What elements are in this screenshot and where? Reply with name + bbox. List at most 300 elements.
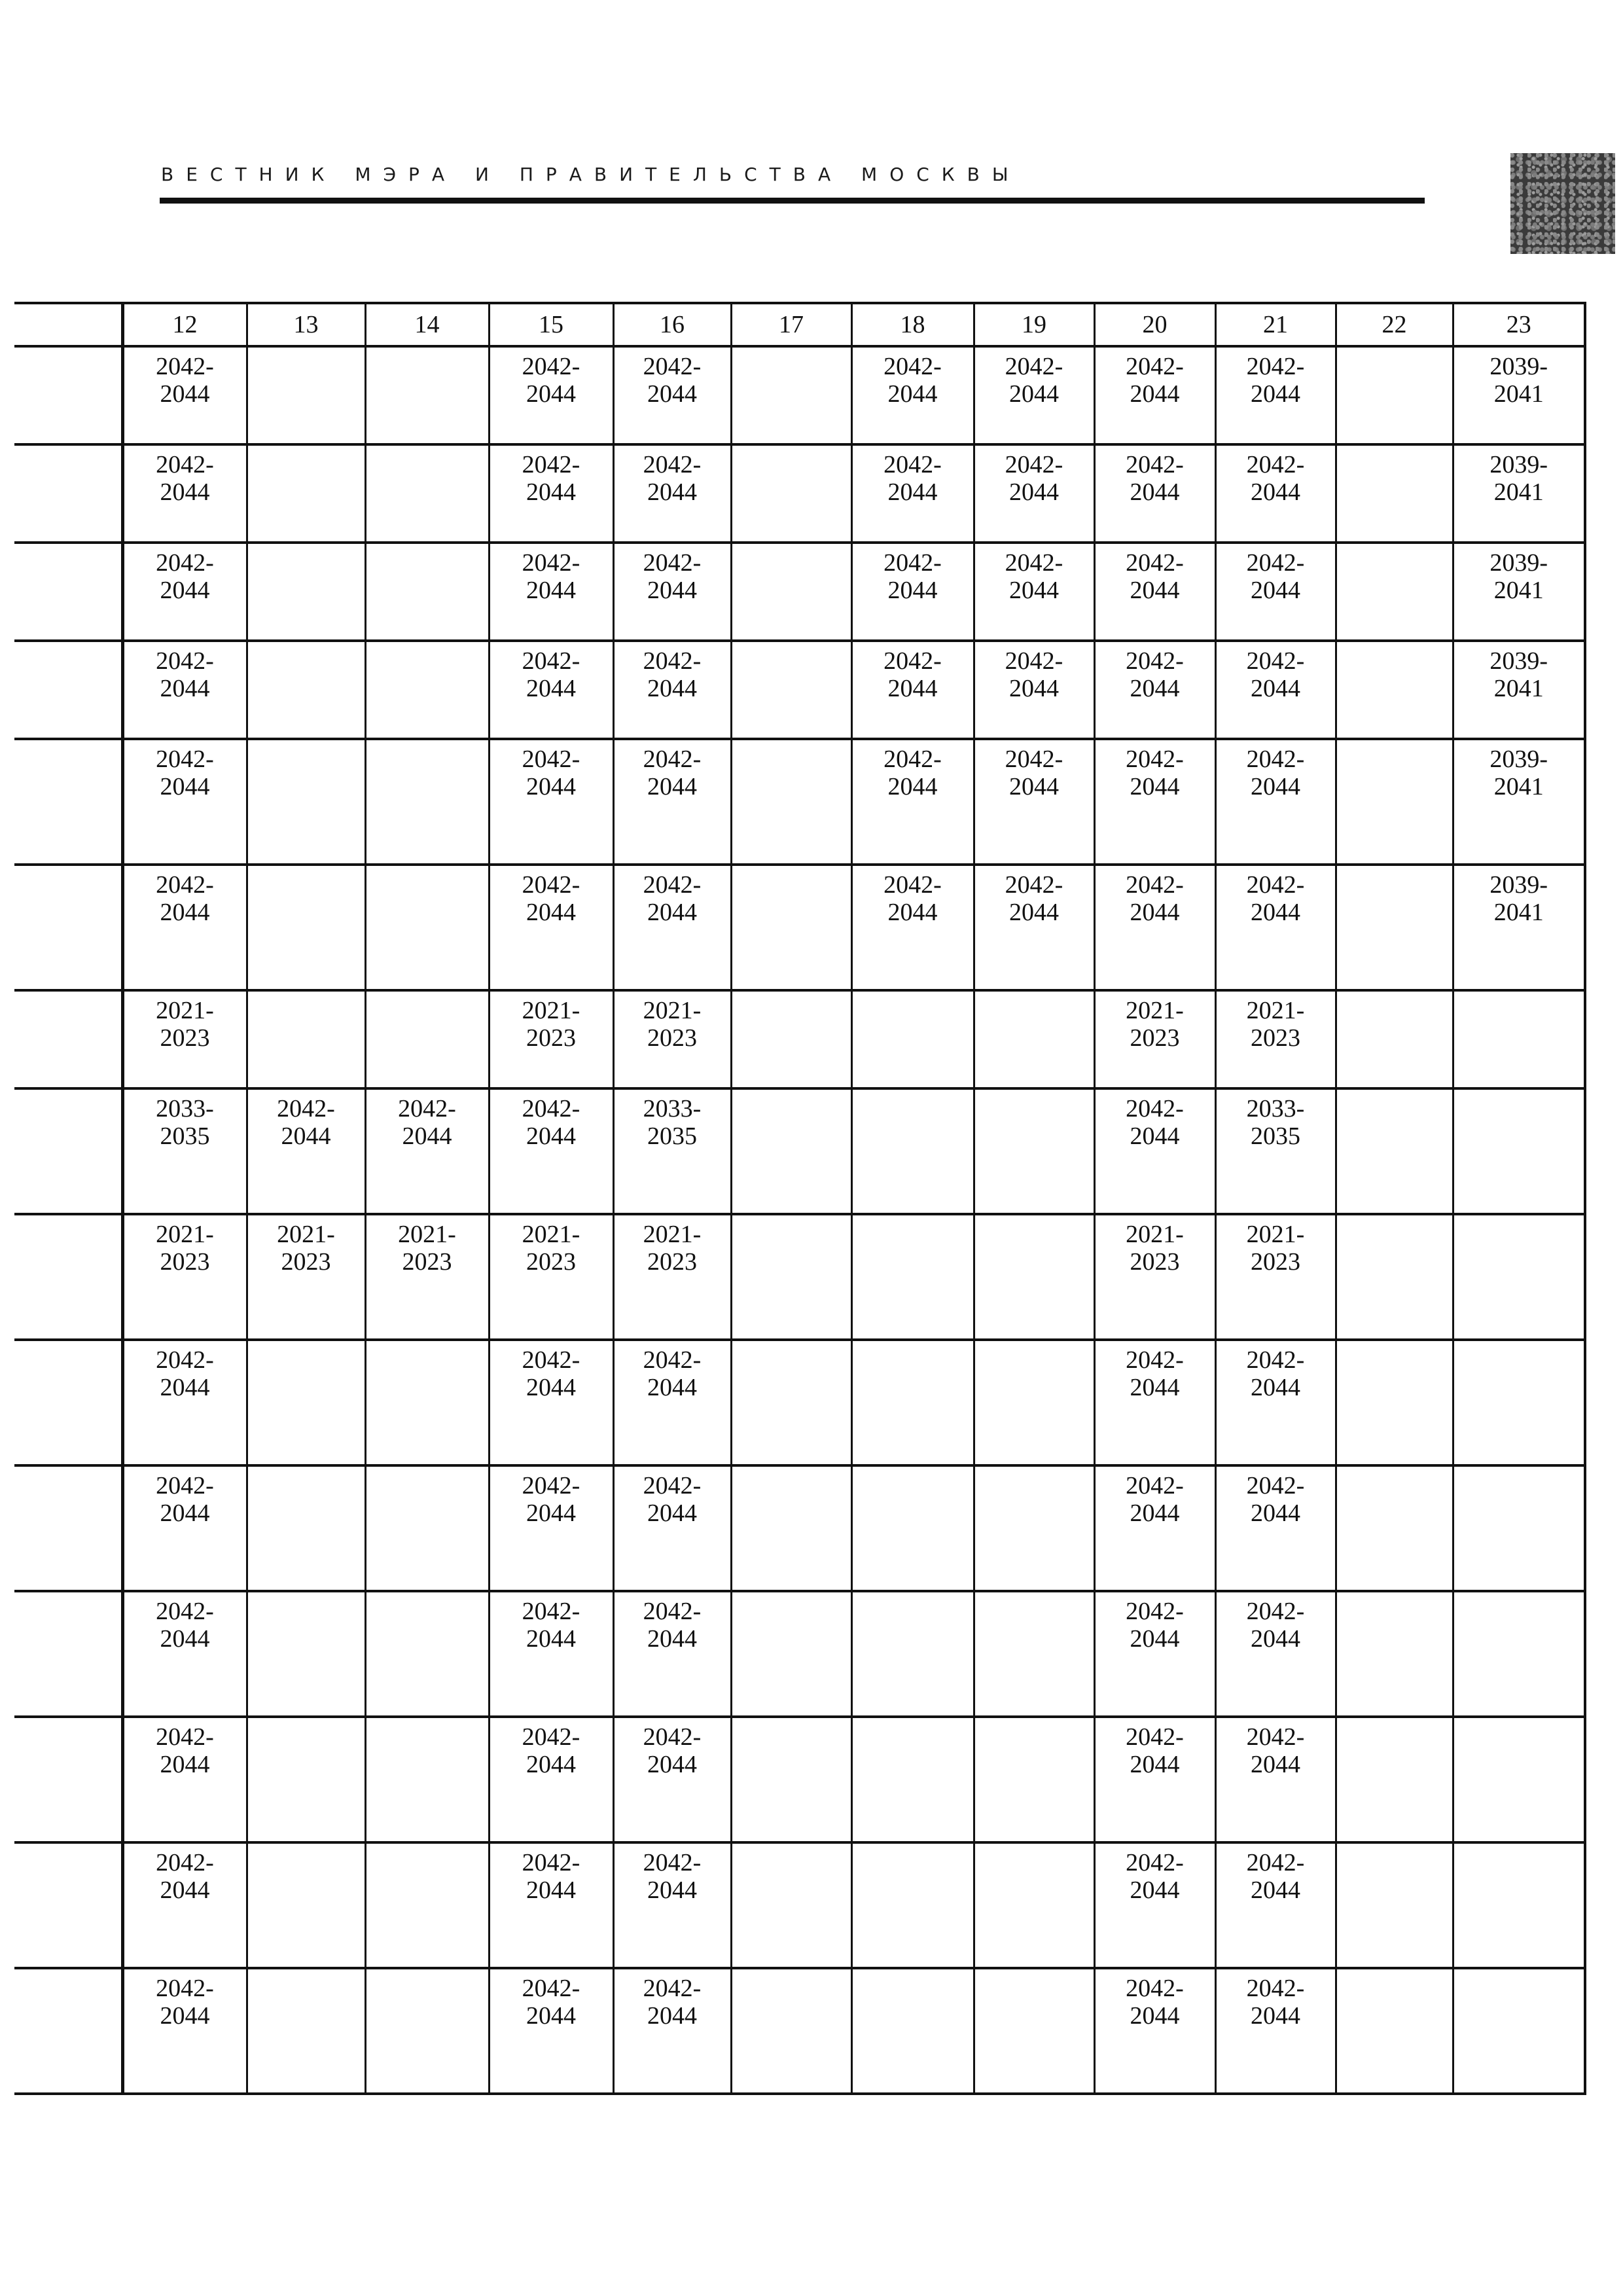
table-cell [613, 1214, 731, 1340]
table-cell [14, 346, 122, 444]
table-cell [365, 543, 489, 641]
cell-value: 2042- 2044 [1126, 549, 1184, 604]
cell-value: 2042- 2044 [522, 745, 580, 800]
cell-value: 2042- 2044 [156, 1598, 214, 1653]
cell-value: 2021- 2023 [277, 1221, 335, 1276]
table-cell [14, 990, 122, 1088]
cell-value: 2021- 2023 [522, 997, 580, 1052]
table-cell [731, 641, 851, 739]
table-row [14, 1842, 1585, 1968]
table-cell [247, 1340, 365, 1465]
cell-value: 2042- 2044 [643, 647, 702, 702]
table-cell [247, 1088, 365, 1214]
table-row [14, 444, 1585, 543]
table-row [14, 865, 1585, 990]
table-cell [1336, 1088, 1453, 1214]
cell-value: 2042- 2044 [1126, 871, 1184, 926]
table-cell [1453, 990, 1585, 1088]
table-cell [731, 1842, 851, 1968]
table-cell [851, 1591, 974, 1717]
table-cell [731, 990, 851, 1088]
cell-value: 2042- 2044 [883, 353, 942, 408]
cell-value: 2042- 2044 [1126, 1472, 1184, 1527]
cell-value: 2042- 2044 [643, 1472, 702, 1527]
cell-value: 2042- 2044 [643, 745, 702, 800]
cell-value: 2021- 2023 [643, 997, 702, 1052]
table-cell [489, 1465, 613, 1591]
table-cell [1094, 865, 1215, 990]
table-cell [14, 1340, 122, 1465]
table-cell [122, 1214, 247, 1340]
cell-value: 2042- 2044 [277, 1095, 335, 1150]
cell-value: 2021- 2023 [156, 997, 214, 1052]
cell-value: 2042- 2044 [643, 1849, 702, 1904]
cell-value: 2039- 2041 [1489, 451, 1548, 506]
table-cell [613, 1717, 731, 1842]
table-cell [122, 444, 247, 543]
table-cell [489, 1968, 613, 2094]
table-cell [14, 1591, 122, 1717]
cell-value: 2042- 2044 [522, 1598, 580, 1653]
cell-value: 2042- 2044 [643, 1975, 702, 2030]
table-cell [14, 1088, 122, 1214]
table-cell [1215, 1591, 1336, 1717]
table-cell [365, 990, 489, 1088]
table-cell [731, 1340, 851, 1465]
table-cell [365, 1842, 489, 1968]
table-cell [974, 990, 1094, 1088]
cell-value: 2042- 2044 [1126, 451, 1184, 506]
cell-value: 2039- 2041 [1489, 647, 1548, 702]
cell-value: 2042- 2044 [1005, 745, 1063, 800]
cell-value: 2021- 2023 [1246, 997, 1305, 1052]
table-cell [247, 1842, 365, 1968]
table-cell [974, 1717, 1094, 1842]
table-cell [122, 1717, 247, 1842]
table-cell [365, 1214, 489, 1340]
table-cell [1094, 1968, 1215, 2094]
cell-value: 2042- 2044 [156, 1346, 214, 1401]
table-row [14, 1088, 1585, 1214]
table-cell [1336, 1591, 1453, 1717]
cell-value: 2042- 2044 [1005, 451, 1063, 506]
table-cell [974, 641, 1094, 739]
cell-value: 2042- 2044 [156, 1723, 214, 1778]
table-cell [14, 739, 122, 865]
cell-value: 2042- 2044 [156, 451, 214, 506]
table-cell [1453, 444, 1585, 543]
table-cell [613, 1591, 731, 1717]
column-header: 19 [974, 303, 1094, 346]
table-cell [613, 865, 731, 990]
table-cell [247, 865, 365, 990]
table-cell [1336, 346, 1453, 444]
cell-value: 2042- 2044 [522, 647, 580, 702]
table-cell [1453, 1340, 1585, 1465]
table-cell [613, 1968, 731, 2094]
column-header: 14 [365, 303, 489, 346]
table-cell [613, 1340, 731, 1465]
table-cell [1094, 990, 1215, 1088]
table-cell [365, 1340, 489, 1465]
cell-value: 2042- 2044 [1126, 1346, 1184, 1401]
cell-value: 2042- 2044 [643, 353, 702, 408]
cell-value: 2042- 2044 [1126, 1975, 1184, 2030]
table-row [14, 1968, 1585, 2094]
table-cell [1215, 739, 1336, 865]
cell-value: 2042- 2044 [522, 353, 580, 408]
table-cell [1336, 1968, 1453, 2094]
table-cell [1094, 1717, 1215, 1842]
table-cell [1453, 1088, 1585, 1214]
cell-value: 2042- 2044 [1246, 745, 1305, 800]
table-row [14, 1340, 1585, 1465]
table-cell [489, 1842, 613, 1968]
table-cell [974, 1340, 1094, 1465]
table-cell [1336, 1340, 1453, 1465]
cell-value: 2042- 2044 [522, 1095, 580, 1150]
table-header-row [14, 303, 1585, 346]
table-cell [14, 444, 122, 543]
cell-value: 2042- 2044 [883, 451, 942, 506]
column-header: 12 [122, 303, 247, 346]
table-cell [122, 1465, 247, 1591]
table-cell [1215, 1214, 1336, 1340]
column-header: 17 [731, 303, 851, 346]
cell-value: 2042- 2044 [1246, 871, 1305, 926]
cell-value: 2021- 2023 [1126, 1221, 1184, 1276]
table-cell [1336, 865, 1453, 990]
table-cell [247, 346, 365, 444]
table-cell [1453, 865, 1585, 990]
cell-value: 2042- 2044 [156, 549, 214, 604]
table-cell [1094, 346, 1215, 444]
cell-value: 2042- 2044 [1126, 1849, 1184, 1904]
table-cell [974, 444, 1094, 543]
cell-value: 2042- 2044 [1005, 871, 1063, 926]
table-cell [1094, 444, 1215, 543]
cell-value: 2042- 2044 [883, 871, 942, 926]
table-row [14, 739, 1585, 865]
table-cell [1215, 1717, 1336, 1842]
table-cell [613, 739, 731, 865]
table-cell [247, 1591, 365, 1717]
table-cell [851, 641, 974, 739]
table-cell [851, 543, 974, 641]
cell-value: 2021- 2023 [522, 1221, 580, 1276]
table-cell [247, 990, 365, 1088]
table-cell [489, 1591, 613, 1717]
table-cell [122, 739, 247, 865]
table-cell [14, 641, 122, 739]
table-cell [974, 1842, 1094, 1968]
cell-value: 2042- 2044 [1246, 549, 1305, 604]
cell-value: 2042- 2044 [643, 871, 702, 926]
table-cell [365, 346, 489, 444]
table-cell [1336, 1465, 1453, 1591]
table-cell [1094, 641, 1215, 739]
cell-value: 2033- 2035 [1246, 1095, 1305, 1150]
cell-value: 2042- 2044 [156, 1849, 214, 1904]
table-cell [489, 444, 613, 543]
cell-value: 2042- 2044 [1246, 1723, 1305, 1778]
table-cell [489, 739, 613, 865]
table-cell [489, 1340, 613, 1465]
cell-value: 2042- 2044 [156, 647, 214, 702]
table-cell [365, 444, 489, 543]
table-cell [122, 543, 247, 641]
cell-value: 2042- 2044 [643, 549, 702, 604]
table-cell [1215, 444, 1336, 543]
table-cell [489, 641, 613, 739]
table-row [14, 346, 1585, 444]
table-cell [365, 865, 489, 990]
table-cell [613, 1088, 731, 1214]
column-header: 16 [613, 303, 731, 346]
cell-value: 2021- 2023 [643, 1221, 702, 1276]
column-header: 15 [489, 303, 613, 346]
table-cell [731, 1968, 851, 2094]
table-cell [974, 1214, 1094, 1340]
table-cell [1453, 1214, 1585, 1340]
table-cell [247, 444, 365, 543]
table-cell [489, 990, 613, 1088]
table-cell [974, 543, 1094, 641]
page-corner-mark [1510, 153, 1615, 254]
cell-value: 2042- 2044 [1126, 353, 1184, 408]
table-body [14, 346, 1585, 2094]
table-cell [365, 1465, 489, 1591]
cell-value: 2042- 2044 [1246, 1346, 1305, 1401]
table-cell [14, 543, 122, 641]
cell-value: 2042- 2044 [643, 1598, 702, 1653]
table-cell [122, 990, 247, 1088]
cell-value: 2042- 2044 [522, 1975, 580, 2030]
cell-value: 2039- 2041 [1489, 549, 1548, 604]
table-cell [974, 739, 1094, 865]
cell-value: 2042- 2044 [522, 1472, 580, 1527]
table-cell [247, 1465, 365, 1591]
table-cell [1215, 346, 1336, 444]
cell-value: 2042- 2044 [522, 871, 580, 926]
table-cell [974, 1465, 1094, 1591]
table-cell [1215, 1340, 1336, 1465]
table-row [14, 1465, 1585, 1591]
table-cell [365, 1717, 489, 1842]
cell-value: 2042- 2044 [522, 1723, 580, 1778]
table-cell [1094, 1340, 1215, 1465]
table-row [14, 1717, 1585, 1842]
cell-value: 2021- 2023 [1246, 1221, 1305, 1276]
table-cell [1336, 1214, 1453, 1340]
table-cell [731, 865, 851, 990]
table-cell [1094, 1465, 1215, 1591]
table-cell [1453, 739, 1585, 865]
cell-value: 2042- 2044 [643, 1346, 702, 1401]
table-cell [851, 1968, 974, 2094]
cell-value: 2042- 2044 [1126, 1598, 1184, 1653]
table-cell [613, 641, 731, 739]
table-cell [1453, 1968, 1585, 2094]
table-cell [731, 1214, 851, 1340]
table-cell [851, 865, 974, 990]
table-cell [1094, 1088, 1215, 1214]
column-header: 22 [1336, 303, 1453, 346]
table-cell [365, 1591, 489, 1717]
table-cell [489, 1214, 613, 1340]
table-cell [851, 1717, 974, 1842]
cell-value: 2042- 2044 [156, 871, 214, 926]
cell-value: 2042- 2044 [398, 1095, 456, 1150]
table-cell [851, 739, 974, 865]
publication-title: ВЕСТНИК МЭРА И ПРАВИТЕЛЬСТВА МОСКВЫ [161, 164, 1021, 185]
cell-value: 2042- 2044 [1005, 549, 1063, 604]
table-cell [1453, 1591, 1585, 1717]
table-cell [247, 1717, 365, 1842]
table-cell [489, 865, 613, 990]
table-cell [613, 1842, 731, 1968]
table-cell [1215, 1465, 1336, 1591]
table-cell [613, 990, 731, 1088]
cell-value: 2042- 2044 [883, 549, 942, 604]
table-cell [731, 543, 851, 641]
column-header: 21 [1215, 303, 1336, 346]
table-cell [731, 739, 851, 865]
table-cell [731, 1465, 851, 1591]
cell-value: 2042- 2044 [1005, 353, 1063, 408]
table-cell [1336, 543, 1453, 641]
cell-value: 2042- 2044 [1246, 1472, 1305, 1527]
table-cell [1215, 990, 1336, 1088]
cell-value: 2039- 2041 [1489, 353, 1548, 408]
table-cell [122, 1088, 247, 1214]
table-cell [974, 1968, 1094, 2094]
table-cell [489, 1717, 613, 1842]
cell-value: 2042- 2044 [1246, 1849, 1305, 1904]
table-cell [974, 1591, 1094, 1717]
cell-value: 2042- 2044 [156, 353, 214, 408]
cell-value: 2042- 2044 [1246, 1975, 1305, 2030]
table-cell [365, 641, 489, 739]
table-cell [1453, 1717, 1585, 1842]
table-cell [122, 865, 247, 990]
table-cell [1336, 990, 1453, 1088]
schedule-table [14, 302, 1586, 2095]
cell-value: 2042- 2044 [156, 745, 214, 800]
table-row [14, 641, 1585, 739]
cell-value: 2042- 2044 [1126, 1723, 1184, 1778]
table-cell [122, 346, 247, 444]
table-cell [613, 543, 731, 641]
table-cell [1453, 641, 1585, 739]
table-cell [365, 739, 489, 865]
table-cell [1094, 1842, 1215, 1968]
table-cell [1094, 543, 1215, 641]
cell-value: 2021- 2023 [156, 1221, 214, 1276]
table-cell [14, 1968, 122, 2094]
table-cell [1215, 1968, 1336, 2094]
cell-value: 2042- 2044 [522, 1346, 580, 1401]
table-cell [489, 346, 613, 444]
table-cell [247, 739, 365, 865]
table-cell [247, 1214, 365, 1340]
table-cell [974, 1088, 1094, 1214]
cell-value: 2042- 2044 [156, 1472, 214, 1527]
cell-value: 2042- 2044 [1246, 1598, 1305, 1653]
cell-value: 2042- 2044 [1246, 353, 1305, 408]
cell-value: 2042- 2044 [156, 1975, 214, 2030]
cell-value: 2042- 2044 [1246, 647, 1305, 702]
table-cell [851, 1465, 974, 1591]
table-cell [14, 865, 122, 990]
table-cell [974, 346, 1094, 444]
cell-value: 2039- 2041 [1489, 871, 1548, 926]
table-cell [1453, 1465, 1585, 1591]
table-cell [1215, 641, 1336, 739]
table-cell [247, 1968, 365, 2094]
cell-value: 2021- 2023 [1126, 997, 1184, 1052]
cell-value: 2042- 2044 [522, 549, 580, 604]
table-cell [1215, 543, 1336, 641]
table-cell [1215, 1088, 1336, 1214]
table-cell [613, 1465, 731, 1591]
table-cell [1336, 641, 1453, 739]
table-cell [122, 1591, 247, 1717]
table-row [14, 990, 1585, 1088]
table-cell [122, 1968, 247, 2094]
table-cell [1453, 1842, 1585, 1968]
table-row [14, 543, 1585, 641]
table-cell [122, 1340, 247, 1465]
table-cell [974, 865, 1094, 990]
table-cell [613, 444, 731, 543]
table-cell [1215, 865, 1336, 990]
column-header: 13 [247, 303, 365, 346]
cell-value: 2042- 2044 [1126, 647, 1184, 702]
table-cell [851, 1340, 974, 1465]
table-cell [731, 444, 851, 543]
table-cell [1215, 1842, 1336, 1968]
table-cell [247, 641, 365, 739]
table-cell [14, 1214, 122, 1340]
cell-value: 2042- 2044 [643, 451, 702, 506]
table-cell [122, 641, 247, 739]
cell-value: 2042- 2044 [643, 1723, 702, 1778]
cell-value: 2042- 2044 [1005, 647, 1063, 702]
cell-value: 2042- 2044 [883, 647, 942, 702]
table-row [14, 1591, 1585, 1717]
table-cell [365, 1088, 489, 1214]
table-cell [122, 1842, 247, 1968]
table-cell [1336, 739, 1453, 865]
table-cell [851, 1214, 974, 1340]
table-cell [613, 346, 731, 444]
table-cell [247, 543, 365, 641]
column-header: 23 [1453, 303, 1585, 346]
table-row [14, 1214, 1585, 1340]
table-cell [489, 543, 613, 641]
column-header: 20 [1094, 303, 1215, 346]
table-cell [489, 1088, 613, 1214]
cell-value: 2021- 2023 [398, 1221, 456, 1276]
table-cell [14, 1465, 122, 1591]
table-cell [731, 1088, 851, 1214]
table-cell [365, 1968, 489, 2094]
table-cell [731, 1591, 851, 1717]
table-cell [851, 1842, 974, 1968]
table-cell [851, 444, 974, 543]
cell-value: 2042- 2044 [1246, 451, 1305, 506]
